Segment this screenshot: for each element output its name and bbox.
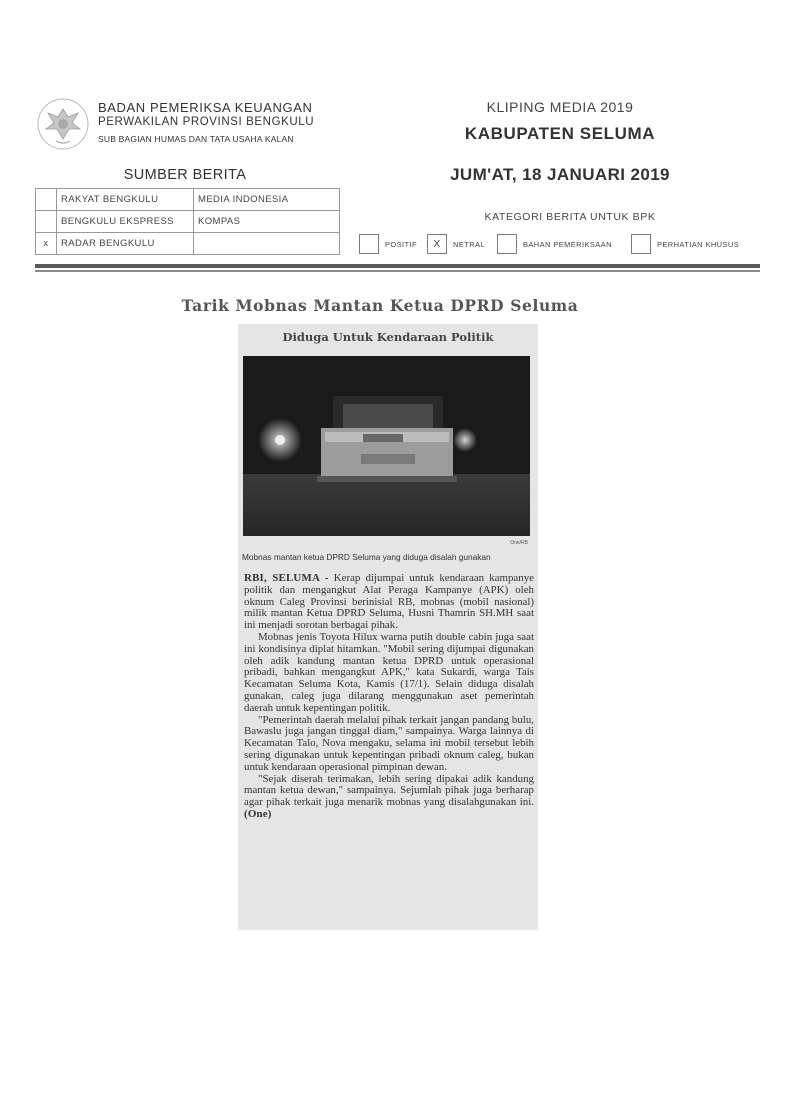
- source-mark: [36, 189, 57, 211]
- article-paragraph: Mobnas jenis Toyota Hilux warna putih double cabin juga saat ini kondisinya diplat hitamkan. "Mobil sering dijumpai digunakan oleh adik kandung mantan ketua DPRD untuk operasional pribadi, bahkan mengangkut APK," kata Sukardi, warga Tais Kecamatan Seluma Kota, Kamis (17/1). Selain diduga disalah gunakan, caleg juga dilarang menggunakan aset pemerintah daerah untuk kepentingan politik.: [244, 630, 534, 714]
- category-label: POSITIF: [385, 239, 417, 249]
- article-headline: Tarik Mobnas Mantan Ketua DPRD Seluma: [181, 296, 579, 315]
- source-name: MEDIA INDONESIA: [194, 189, 340, 211]
- garuda-emblem-logo: [34, 95, 92, 153]
- header-divider-thin: [35, 270, 760, 272]
- org-name-line1: BADAN PEMERIKSA KEUANGAN: [98, 100, 313, 115]
- date-title: JUM'AT, 18 JANUARI 2019: [450, 165, 670, 184]
- paragraph-text: Kerap dijumpai untuk kendaraan kampanye politik dan mengangkut Alat Peraga Kampanye (APK) oleh oknum Caleg Provinsi berinisial RB, mobnas (mobil nasional) milik mantan Ketua DPRD Seluma, Husni Thamrin SH.MH saat ini menjadi sorotan berbagai pihak.: [244, 572, 534, 632]
- source-name: RAKYAT BENGKULU: [57, 189, 194, 211]
- truck-night-photo: [243, 356, 530, 536]
- article-paragraph: [244, 774, 534, 821]
- article-signature: (One): [244, 807, 272, 820]
- category-label: PERHATIAN KHUSUS: [657, 239, 740, 249]
- article-dateline: RBI, SELUMA -: [244, 572, 329, 584]
- org-name-line2: PERWAKILAN PROVINSI BENGKULU: [98, 116, 315, 128]
- source-name: RADAR BENGKULU: [57, 233, 194, 255]
- source-name: BENGKULU EKSPRESS: [57, 211, 194, 233]
- org-name-line3: SUB BAGIAN HUMAS DAN TATA USAHA KALAN: [98, 134, 294, 144]
- category-label: NETRAL: [453, 239, 485, 249]
- paragraph-text: "Sejak diserah terimakan, lebih sering dipakai adik kandung mantan ketua dewan," sampainya. Sejumlah pihak juga berharap agar pihak terkait juga menarik mobnas yang disalahgunakan ini.: [244, 772, 534, 809]
- table-row: [36, 189, 340, 211]
- category-positif: [359, 234, 417, 254]
- article-body: [244, 573, 534, 821]
- article-paragraph: "Pemerintah daerah melalui pihak terkait jangan pandang bulu, Bawaslu juga jangan tinggal diam," sampainya. Warga lainnya di Kecamatan Talo, Nova mengaku, selama ini mobil tersebut lebih sering digunakan untuk kepentingan pribadi oknum caleg, bukan untuk kendaraan operasional pimpinan dewan.: [244, 713, 534, 773]
- source-mark: [36, 211, 57, 233]
- category-perhatian-khusus: [631, 234, 739, 254]
- source-mark: x: [36, 233, 57, 255]
- table-row: [36, 233, 340, 255]
- category-bahan-pemeriksaan: [497, 234, 612, 254]
- category-netral: [427, 234, 485, 254]
- checkbox: [497, 234, 517, 254]
- article-paragraph: [244, 573, 534, 632]
- source-name: KOMPAS: [194, 211, 340, 233]
- kliping-title: KLIPING MEDIA 2019: [486, 99, 634, 115]
- header-divider: [35, 264, 760, 268]
- photo-credit: One/RB: [510, 540, 528, 546]
- category-title: KATEGORI BERITA UNTUK BPK: [484, 211, 656, 223]
- source-name: [194, 233, 340, 255]
- sources-title: SUMBER BERITA: [123, 167, 247, 183]
- checkbox: [631, 234, 651, 254]
- article-subheadline: Diduga Untuk Kendaraan Politik: [282, 330, 494, 344]
- table-row: [36, 211, 340, 233]
- photo-caption: Mobnas mantan ketua DPRD Seluma yang diduga disalah gunakan: [242, 552, 491, 562]
- checkbox: [359, 234, 379, 254]
- region-title: KABUPATEN SELUMA: [464, 124, 656, 143]
- category-label: BAHAN PEMERIKSAAN: [523, 239, 612, 249]
- checkbox: X: [427, 234, 447, 254]
- sources-table: [35, 188, 340, 255]
